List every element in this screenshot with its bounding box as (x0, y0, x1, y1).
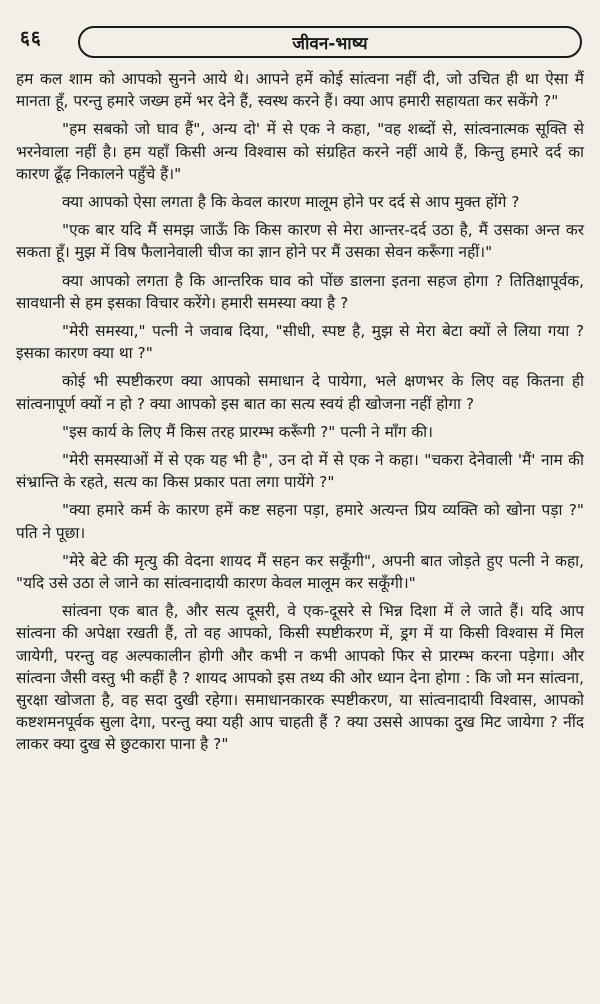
paragraph: हम कल शाम को आपको सुनने आये थे। आपने हमें कोई सांत्वना नहीं दी, जो उचित ही था ऐसा मैं मानता हूँ, परन्तु हमारे जख्म हमें भर देने हैं, स्वस्थ करने हैं। क्या आप हमारी सहायता कर सकेंगे ?" (16, 70, 584, 111)
page-number: ६६ (20, 27, 42, 49)
page-header (16, 18, 584, 52)
paragraph: "मेरे बेटे की मृत्यु की वेदना शायद मैं सहन कर सकूँगी", अपनी बात जोड़ते हुए पत्नी ने कहा, "यदि उसे उठा ले जाने का सांत्वनादायी कारण केवल मालूम कर सकूँगी।" (16, 551, 584, 593)
paragraph: "मेरी समस्याओं में से एक यह भी है", उन दो में से एक ने कहा। "चकरा देनेवाली 'मैं' नाम की संभ्रान्ति के रहते, सत्य का किस प्रकार पता लगा पायेंगे ?" (16, 451, 584, 492)
paragraph: सांत्वना एक बात है, और सत्य दूसरी, वे एक-दूसरे से भिन्न दिशा में ले जाते हैं। यदि आप सांत्वना की अपेक्षा रखती हैं, तो वह आपको, किसी स्पष्टीकरण में, ड्रग में या किसी विश्वास में मिल जायेगी, परन्तु वह अल्पकालीन होगी और कभी न कभी आपको फिर से प्रारम्भ करना पड़ेगा। और सांत्वना जैसी वस्तु भी कहीं है ? शायद आपको इस तथ्य की ओर ध्यान देना होगा : कि जो मन सांत्वना, सुरक्षा खोजता है, वह सदा दुखी रहेगा। समाधानकारक स्पष्टीकरण, या सांत्वनादायी विश्वास, आपको कष्टशमनपूर्वक सुला देगा, परन्तु क्या यही आप चाहती हैं ? क्या उससे आपका दुख मिट जायेगा ? नींद लाकर क्या दुख से छुटकारा पाना है ?" (16, 602, 584, 754)
paragraph: "हम सबको जो घाव हैं", अन्य दो' में से एक ने कहा, "वह शब्दों से, सांत्वनात्मक सूक्ति से भरनेवाला नहीं है। हम यहाँ किसी अन्य विश्वास को संग्रहित करने नहीं आये हैं, किन्तु हमारे दर्द का कारण ढूँढ़ निकालने पहुँचे हैं।" (16, 120, 584, 183)
paragraph: क्या आपको ऐसा लगता है कि केवल कारण मालूम होने पर दर्द से आप मुक्त होंगे ? (62, 193, 520, 212)
paragraph: कोई भी स्पष्टीकरण क्या आपको समाधान दे पायेगा, भले क्षणभर के लिए वह कितना ही सांत्वनापूर्ण क्यों न हो ? क्या आपको इस बात का सत्य स्वयं ही खोजना नहीं होगा ? (16, 372, 584, 413)
paragraph: "इस कार्य के लिए मैं किस तरह प्रारम्भ करूँगी ?" पत्नी ने माँग की। (62, 422, 433, 441)
body-text (16, 68, 584, 756)
paragraph: क्या आपको लगता है कि आन्तरिक घाव को पोंछ डालना इतना सहज होगा ? तितिक्षापूर्वक, सावधानी से हम इसका विचार करेंगे। हमारी समस्या क्या है ? (16, 271, 584, 312)
page-title: जीवन-भाष्य (292, 33, 368, 54)
paragraph: "एक बार यदि मैं समझ जाऊँ कि किस कारण से मेरा आन्तर-दर्द उठा है, मैं उसका अन्त कर सकता हूँ। मुझ में विष फैलानेवाली चीज का ज्ञान होने पर मैं उसका सेवन करूँगा नहीं।" (16, 221, 584, 262)
title-frame (78, 26, 582, 58)
paragraph: "क्या हमारे कर्म के कारण हमें कष्ट सहना पड़ा, हमारे अत्यन्त प्रिय व्यक्ति को खोना पड़ा ?" पति ने पूछा। (16, 501, 584, 542)
paragraph: "मेरी समस्या," पत्नी ने जवाब दिया, "सीधी, स्पष्ट है, मुझ से मेरा बेटा क्यों ले लिया गया ? इसका कारण क्या था ?" (16, 322, 584, 363)
